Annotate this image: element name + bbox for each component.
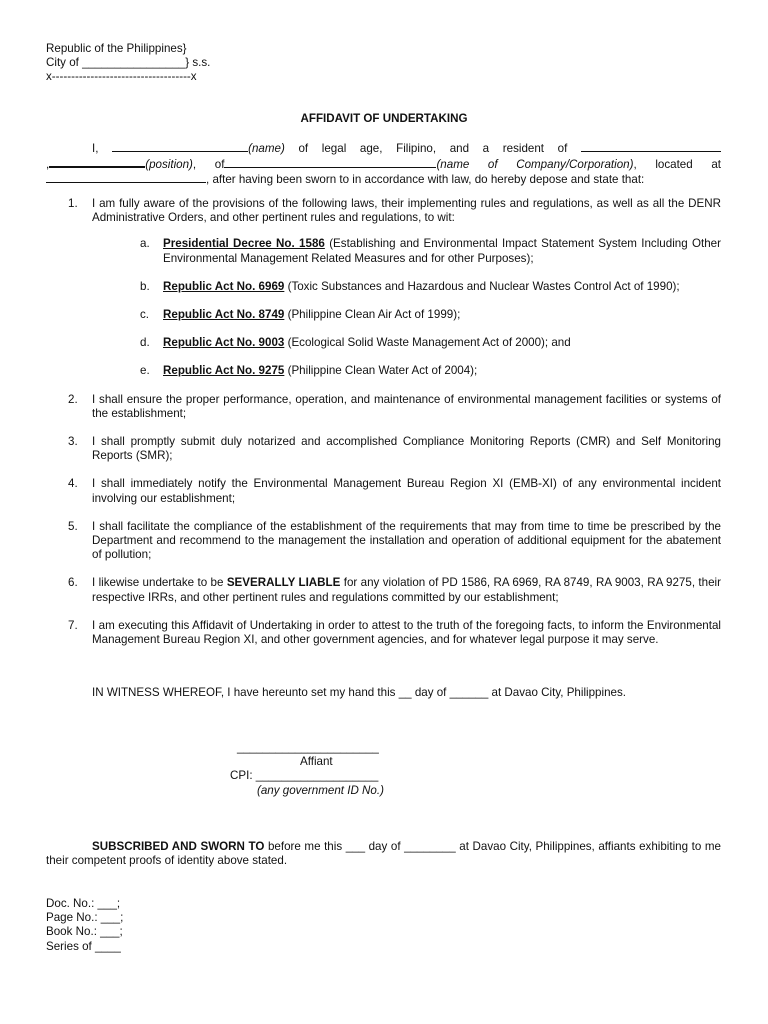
- law-item: [92, 237, 721, 265]
- affiant-label: Affiant: [300, 755, 333, 769]
- item-number: 3.: [68, 435, 78, 449]
- notarial-details: [46, 897, 123, 954]
- company-hint: (name of Company/Corporation): [436, 158, 634, 172]
- witness-clause: IN WITNESS WHEREOF, I have hereunto set my hand this __ day of ______ at Davao City, Philippines.: [92, 686, 626, 699]
- law-item: [92, 364, 721, 378]
- law-letter: e.: [140, 364, 150, 378]
- doc-number: Doc. No.: ___;: [46, 897, 121, 910]
- intro-line-3: [46, 172, 721, 187]
- law-letter: d.: [140, 336, 150, 350]
- law-name: Presidential Decree No. 1586: [163, 237, 325, 251]
- list-item: [46, 576, 721, 604]
- intro-of: , of: [192, 158, 225, 172]
- intro-tail: , after having been sworn to in accordance with law, do hereby depose and state that:: [206, 173, 645, 187]
- residence-blank: [581, 141, 721, 152]
- intro-line-2: , (position), of (name of Company/Corporation), located at: [46, 158, 721, 172]
- item-text-post: for any violation of PD 1586, RA 6969, RA 8749, RA 9003, RA 9275, their respective IRRs, and other pertinent rules and regulations committed by our establishment;: [92, 576, 721, 604]
- law-item: [92, 336, 721, 350]
- jurat-text: before me this ___ day of ________ at Davao City, Philippines, affiants exhibiting to me their competent proofs of identity above stated.: [46, 840, 721, 868]
- signature-line: ______________________: [237, 741, 379, 754]
- name-hint: (name): [248, 142, 285, 155]
- item-number: 1.: [68, 197, 78, 210]
- law-letter: a.: [140, 237, 150, 251]
- item-number: 2.: [68, 392, 78, 406]
- list-item: [46, 197, 721, 379]
- caption-city: City of ________________} s.s.: [46, 56, 211, 70]
- list-item: [46, 619, 721, 647]
- page-number: Page No.: ___;: [46, 911, 124, 925]
- item-text: I shall immediately notify the Environmental Management Bureau Region XI (EMB-XI) of any environmental incident involving our establishment;: [92, 477, 721, 505]
- caption-republic: Republic of the Philippines}: [46, 42, 187, 55]
- item-text: I shall facilitate the compliance of the establishment of the requirements that may from time to time be prescribed by the Department and recommend to the management the installation and operation of additional equipment for the abatement of pollution;: [92, 519, 721, 562]
- document-title: AFFIDAVIT OF UNDERTAKING: [300, 112, 468, 125]
- name-blank: [112, 141, 248, 152]
- law-name: Republic Act No. 6969: [163, 279, 285, 293]
- intro-line-1: [46, 141, 721, 156]
- law-desc: (Philippine Clean Air Act of 1999);: [287, 308, 461, 322]
- law-desc: (Establishing and Environmental Impact Statement System Including Other Environmental Management Related Measures and for other Purposes);: [163, 237, 721, 265]
- item-number: 7.: [68, 618, 78, 632]
- company-blank: [224, 157, 436, 168]
- intro-i: I,: [92, 142, 99, 155]
- position-blank: [49, 156, 145, 168]
- list-item: [46, 477, 721, 505]
- position-hint: (position): [145, 158, 193, 172]
- severally-liable-text: SEVERALLY LIABLE: [226, 576, 341, 590]
- item-number: 4.: [68, 477, 78, 491]
- law-item: [92, 280, 721, 294]
- laws-list: [92, 237, 721, 378]
- book-number: Book No.: ___;: [46, 925, 123, 939]
- item-text: I am executing this Affidavit of Undertaking in order to attest to the truth of the foregoing facts, to inform the Environmental Management Bureau Region XI, and other government agencies, and for whatever legal purpose it may serve.: [92, 618, 721, 647]
- law-desc: (Ecological Solid Waste Management Act of 2000); and: [287, 336, 571, 350]
- signature-block: [230, 741, 430, 798]
- list-item: [46, 520, 721, 563]
- intro-resident-text: of legal age, Filipino, and a resident of: [298, 142, 568, 155]
- law-name: Republic Act No. 9275: [163, 364, 285, 378]
- subscribed-sworn-text: SUBSCRIBED AND SWORN TO: [92, 840, 265, 853]
- law-desc: (Toxic Substances and Hazardous and Nuclear Wastes Control Act of 1990);: [287, 279, 680, 293]
- law-desc: (Philippine Clean Water Act of 2004);: [287, 364, 478, 378]
- undertaking-list: [46, 197, 721, 647]
- item-text: I shall ensure the proper performance, operation, and maintenance of environmental management facilities or systems of the establishment;: [92, 392, 721, 420]
- law-item: [92, 308, 721, 322]
- list-item: [46, 435, 721, 463]
- law-name: Republic Act No. 9003: [163, 336, 285, 350]
- item-number: 6.: [68, 576, 78, 590]
- jurisdiction-caption: [46, 42, 210, 85]
- item-number: 5.: [68, 519, 78, 533]
- cpi-field: CPI: ___________________: [230, 769, 379, 783]
- series-year: Series of ____: [46, 939, 121, 953]
- law-letter: b.: [140, 279, 150, 293]
- location-blank: [46, 172, 206, 183]
- law-letter: c.: [140, 308, 150, 322]
- caption-separator: x------------------------------------x: [46, 70, 197, 84]
- list-item: [46, 393, 721, 421]
- cpi-hint: (any government ID No.): [257, 783, 384, 797]
- item-text: I shall promptly submit duly notarized and accomplished Compliance Monitoring Reports (CMR) and Self Monitoring Reports (SMR);: [92, 435, 721, 463]
- intro-paragraph: [46, 141, 721, 188]
- law-name: Republic Act No. 8749: [163, 308, 285, 322]
- item-text: I am fully aware of the provisions of the following laws, their implementing rules and regulations, as well as all the DENR Administrative Orders, and other pertinent rules and regulations, to wit:: [92, 197, 721, 225]
- item-text-pre: I likewise undertake to be: [92, 576, 224, 590]
- intro-located: , located at: [633, 158, 721, 172]
- jurat-paragraph: [46, 840, 721, 868]
